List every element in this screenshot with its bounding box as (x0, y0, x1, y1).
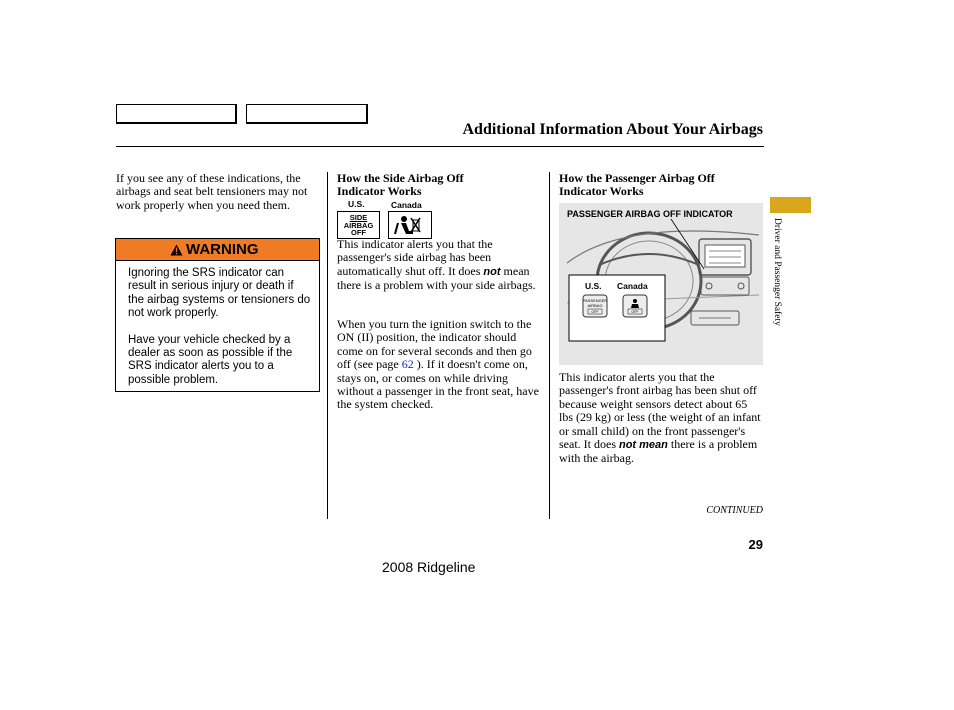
figure-us-label: U.S. (585, 281, 602, 291)
svg-text:AIRBAG: AIRBAG (587, 303, 603, 308)
warning-paragraph-1: Ignoring the SRS indicator can result in serious injury or death if the airbag systems or tensioners do not work properly. (128, 267, 311, 320)
side-airbag-heading: How the Side Airbag Off Indicator Works (337, 171, 464, 198)
intro-paragraph: If you see any of these indications, the airbags and seat belt tensioners may not work properly when you need them. (116, 171, 308, 212)
title-rule (116, 146, 764, 147)
model-label: 2008 Ridgeline (382, 559, 476, 575)
us-label: U.S. (348, 199, 365, 209)
column-divider-2 (549, 172, 550, 519)
figure-canada-label: Canada (617, 281, 648, 291)
warning-header (116, 239, 319, 261)
warning-box (115, 238, 320, 392)
section-tab-label: Driver and Passenger Safety (772, 218, 782, 326)
page-number: 29 (748, 537, 763, 552)
canada-label: Canada (391, 200, 422, 210)
continued-label: CONTINUED (706, 505, 763, 516)
passenger-airbag-paragraph: This indicator alerts you that the passenger's front airbag has been shut off because weight sensors detect about 65 lbs (29 kg) or less (the weight of an infant or small child) on the front passenger's seat. It does not mean there is a problem with the airbag. (559, 370, 761, 466)
side-airbag-paragraph-1: This indicator alerts you that the passenger's side airbag has been automatically shut off. It does not mean there is a problem with your side airbags. (337, 237, 536, 293)
dashboard-figure (559, 203, 763, 365)
svg-text:PASSENGER: PASSENGER (582, 298, 608, 303)
canada-side-airbag-indicator (388, 211, 432, 239)
page-62-link[interactable]: 62 (401, 357, 414, 372)
nav-button-1[interactable] (116, 104, 237, 124)
warning-paragraph-2: Have your vehicle checked by a dealer as soon as possible if the SRS indicator alerts you to a possible problem. (128, 333, 293, 386)
svg-text:OFF: OFF (631, 310, 639, 314)
us-side-airbag-indicator: SIDE AIRBAG OFF (337, 211, 380, 239)
svg-text:OFF: OFF (591, 310, 599, 314)
warning-label: WARNING (186, 241, 259, 258)
warning-triangle-icon (170, 244, 183, 256)
page-title: Additional Information About Your Airbags (462, 121, 763, 138)
nav-button-2[interactable] (246, 104, 368, 124)
side-airbag-off-icon (389, 212, 431, 238)
passenger-airbag-heading: How the Passenger Airbag Off Indicator Works (559, 171, 715, 198)
side-airbag-paragraph-2: When you turn the ignition switch to the ON (II) position, the indicator should come on for several seconds and then go off (see page 62 ). If it doesn't come on, stays on, or comes on while driving without a passenger in the front seat, have the system checked. (337, 317, 539, 412)
column-divider-1 (327, 172, 328, 519)
section-tab[interactable] (770, 197, 811, 213)
figure-caption: PASSENGER AIRBAG OFF INDICATOR (567, 209, 733, 219)
